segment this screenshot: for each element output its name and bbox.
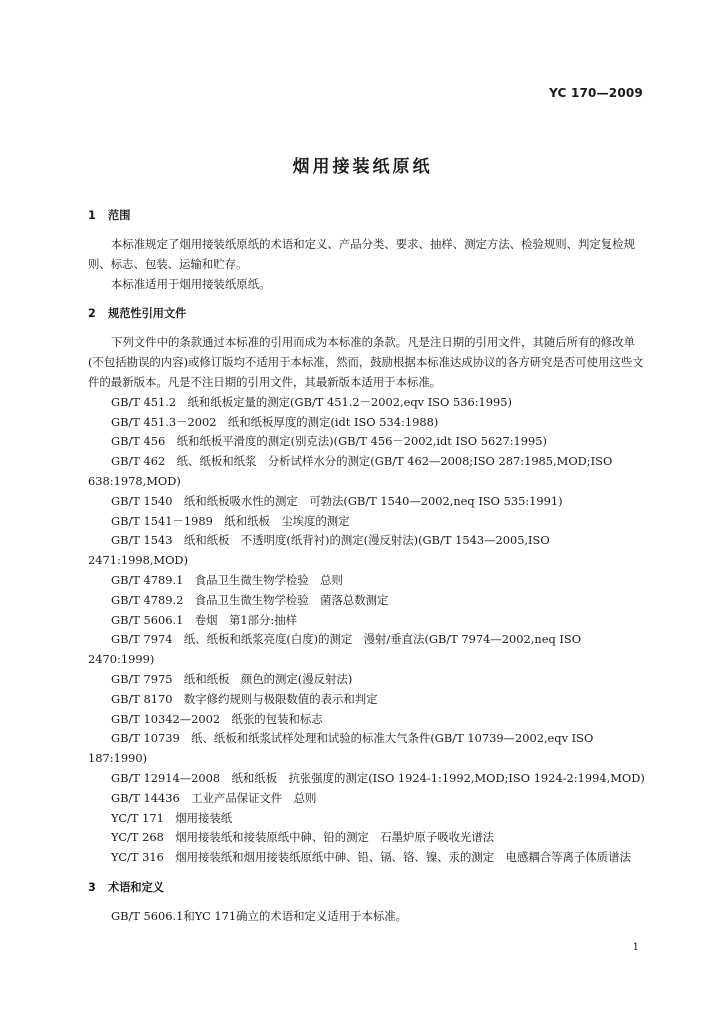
standard-code: YC 170—2009 [549, 86, 643, 100]
section-title: 规范性引用文件 [108, 307, 187, 321]
reference-item: GB/T 4789.1 食品卫生微生物学检验 总则 [111, 572, 343, 587]
paragraph: GB/T 5606.1和YC 171确立的术语和定义适用于本标准。 [111, 908, 408, 923]
reference-item: GB/T 1540 纸和纸板吸水性的测定 可勃法(GB/T 1540—2002,neq ISO 535:1991) [111, 493, 563, 508]
section-number: 1 [88, 209, 96, 222]
section-title: 范围 [108, 209, 131, 222]
section-3-heading [88, 876, 648, 899]
reference-item: GB/T 7974 纸、纸板和纸浆亮度(白度)的测定 漫射/垂直法(GB/T 7974—2002,neq ISO 2470:1999) [88, 632, 582, 667]
paragraph: 本标准规定了烟用接装纸原纸的术语和定义、产品分类、要求、抽样、测定方法、检验规则、判定复检规则、标志、包装、运输和贮存。 [88, 237, 635, 271]
reference-item: GB/T 456 纸和纸板平滑度的测定(别克法)(GB/T 456－2002,idt ISO 5627:1995) [111, 434, 547, 449]
reference-list [88, 393, 648, 868]
reference-item: GB/T 14436 工业产品保证文件 总则 [111, 790, 317, 805]
reference-item: GB/T 12914—2008 纸和纸板 抗张强度的测定(ISO 1924-1:1992,MOD;ISO 1924-2:1994,MOD) [111, 770, 645, 785]
section-number: 3 [88, 880, 96, 894]
section-title: 术语和定义 [108, 880, 164, 894]
reference-item: GB/T 5606.1 卷烟 第1部分:抽样 [111, 612, 297, 627]
paragraph: 下列文件中的条款通过本标准的引用而成为本标准的条款。凡是注日期的引用文件，其随后所有的修改单(不包括勘误的内容)或修订版均不适用于本标准，然而，鼓励根据本标准达成协议的各方研究是否可使用这些文件的最新版本。凡是不注日期的引用文件，其最新版本适用于本标准。 [88, 335, 644, 389]
paragraph: 本标准适用于烟用接装纸原纸。 [111, 276, 271, 291]
reference-item: YC/T 171 烟用接装纸 [111, 810, 233, 825]
section-2-heading [88, 302, 648, 325]
reference-item: GB/T 451.3－2002 纸和纸板厚度的测定(idt ISO 534:1988) [111, 414, 439, 429]
reference-item: GB/T 10739 纸、纸板和纸浆试样处理和试验的标准大气条件(GB/T 10739—2002,eqv ISO 187:1990) [88, 731, 594, 766]
document-title: 烟用接装纸原纸 [292, 157, 433, 177]
reference-item: GB/T 451.2 纸和纸板定量的测定(GB/T 451.2－2002,eqv ISO 536:1995) [111, 394, 512, 409]
reference-item: GB/T 8170 数字修约规则与极限数值的表示和判定 [111, 691, 378, 706]
reference-item: GB/T 462 纸、纸板和纸浆 分析试样水分的测定(GB/T 462—2008;ISO 287:1985,MOD;ISO 638:1978,MOD) [88, 454, 613, 488]
reference-item: GB/T 10342—2002 纸张的包装和标志 [111, 711, 323, 726]
reference-item: GB/T 4789.2 食品卫生微生物学检验 菌落总数测定 [111, 592, 389, 607]
reference-item: GB/T 1541－1989 纸和纸板 尘埃度的测定 [111, 513, 350, 528]
document-body [88, 204, 648, 927]
reference-item: GB/T 1543 纸和纸板 不透明度(纸背衬)的测定(漫反射法)(GB/T 1543—2005,ISO 2471:1998,MOD) [88, 533, 550, 568]
section-number: 2 [88, 307, 96, 321]
reference-item: YC/T 316 烟用接装纸和烟用接装纸原纸中砷、铅、镉、铬、镍、汞的测定 电感耦合等离子体质谱法 [111, 850, 631, 865]
reference-item: YC/T 268 烟用接装纸和接装原纸中砷、铅的测定 石墨炉原子吸收光谱法 [111, 830, 495, 845]
section-1-heading [88, 204, 648, 227]
reference-item: GB/T 7975 纸和纸板 颜色的测定(漫反射法) [111, 671, 353, 686]
page-number: 1 [632, 942, 639, 953]
